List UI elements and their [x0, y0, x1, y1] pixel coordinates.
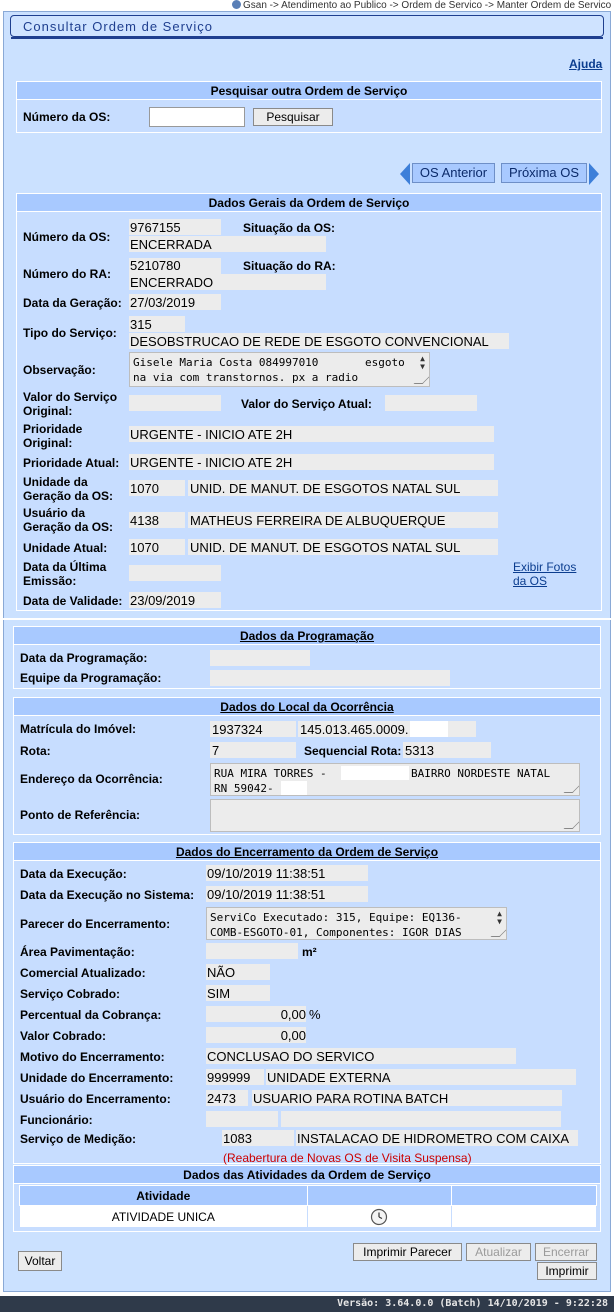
validade-label: Data de Validade:	[23, 594, 123, 608]
imprimir-button[interactable]: Imprimir	[537, 1262, 597, 1280]
seq-rota-label: Sequencial Rota:	[304, 744, 402, 758]
usuario-geracao-label: Usuário da Geração da OS:	[23, 506, 114, 534]
programacao-equipe-box	[210, 670, 450, 686]
imprimir-parecer-button[interactable]: Imprimir Parecer	[353, 1243, 462, 1261]
funcionario-label: Funcionário:	[20, 1113, 93, 1127]
valor-atual-label: Valor do Serviço Atual:	[241, 397, 372, 411]
numero-os-label: Número da OS:	[23, 230, 111, 244]
area-unit: m²	[302, 945, 317, 959]
usuario-enc-cod: 2473	[207, 1091, 236, 1106]
atualizar-button[interactable]: Atualizar	[466, 1243, 531, 1261]
usuario-geracao-cod: 4138	[130, 513, 159, 528]
empty-cell	[452, 1206, 597, 1228]
area-label: Área Pavimentação:	[20, 945, 135, 959]
percentual-label: Percentual da Cobrança:	[20, 1008, 162, 1022]
resize-grip-icon[interactable]	[564, 784, 581, 793]
prev-arrow-icon[interactable]	[400, 163, 410, 185]
inscricao-value: 145.013.465.0009.	[300, 722, 409, 737]
percent-sign: %	[309, 1007, 321, 1022]
next-os-button[interactable]: Próxima OS	[501, 163, 587, 183]
percentual-value: 0,00	[280, 1007, 306, 1022]
parecer-line1: ServiCo Executado: 315, Equipe: EQ136-	[210, 911, 462, 924]
valor-cobrado-label: Valor Cobrado:	[20, 1029, 107, 1043]
endereco-line2: RN 59042-	[214, 782, 274, 795]
usuario-geracao-desc: MATHEUS FERREIRA DE ALBUQUERQUE	[190, 513, 446, 528]
ultima-emissao-label: Data da Última Emissão:	[23, 560, 107, 588]
local-header: Dados do Local da Ocorrência	[14, 698, 600, 716]
valor-original-box	[129, 395, 221, 411]
tipo-servico-desc: DESOBSTRUCAO DE REDE DE ESGOTO CONVENCIONAL	[130, 334, 489, 349]
referencia-label: Ponto de Referência:	[20, 808, 141, 822]
rota-value: 7	[212, 743, 220, 758]
numero-os-value: 9767155	[130, 220, 181, 235]
medicao-cod: 1083	[223, 1131, 252, 1146]
os-number-input[interactable]	[149, 107, 245, 127]
table-header-row	[20, 1186, 597, 1206]
resize-grip-icon[interactable]	[414, 375, 431, 384]
programacao-data-label: Data da Programação:	[20, 651, 148, 665]
programacao-equipe-label: Equipe da Programação:	[20, 671, 162, 685]
observacao-line1b: esgoto	[365, 356, 405, 369]
reabertura-note: (Reabertura de Novas OS de Visita Suspensa)	[223, 1151, 472, 1165]
search-panel-header: Pesquisar outra Ordem de Serviço	[17, 82, 601, 100]
ultima-emissao-box	[129, 565, 221, 581]
resize-grip-icon[interactable]	[564, 820, 581, 829]
funcionario-cod-box	[206, 1111, 278, 1127]
search-button[interactable]: Pesquisar	[253, 108, 333, 126]
unidade-geracao-cod: 1070	[130, 481, 159, 496]
prioridade-atual-value: URGENTE - INICIO ATE 2H	[130, 455, 293, 470]
unidade-geracao-label: Unidade da Geração da OS:	[23, 475, 114, 503]
numero-ra-value: 5210780	[130, 258, 181, 273]
data-exec-sis-label: Data da Execução no Sistema:	[20, 888, 195, 902]
unidade-enc-label: Unidade do Encerramento:	[20, 1071, 174, 1085]
situacao-os-label: Situação da OS:	[243, 221, 336, 235]
funcionario-desc-box	[281, 1111, 561, 1127]
area-box	[206, 943, 298, 959]
tipo-servico-label: Tipo do Serviço:	[23, 326, 117, 340]
situacao-ra-label: Situação do RA:	[243, 259, 336, 273]
atividades-header: Dados das Atividades da Ordem de Serviço	[14, 1166, 600, 1184]
usuario-enc-label: Usuário do Encerramento:	[20, 1092, 171, 1106]
situacao-ra-value: ENCERRADO	[130, 275, 214, 290]
encerrar-button[interactable]: Encerrar	[535, 1243, 597, 1261]
version-footer: Versão: 3.64.0.0 (Batch) 14/10/2019 - 9:22:28	[0, 1296, 614, 1312]
unidade-geracao-desc: UNID. DE MANUT. DE ESGOTOS NATAL SUL	[190, 481, 461, 496]
cobrado-label: Serviço Cobrado:	[20, 987, 121, 1001]
data-exec-label: Data da Execução:	[20, 867, 127, 881]
col-blank	[452, 1186, 597, 1206]
col-blank	[307, 1186, 452, 1206]
endereco-line1b: BAIRRO NORDESTE NATAL	[411, 767, 551, 780]
usuario-enc-desc: USUARIO PARA ROTINA BATCH	[253, 1091, 449, 1106]
exibir-fotos-link[interactable]: Exibir Fotos da OS	[513, 560, 577, 588]
unidade-enc-desc: UNIDADE EXTERNA	[267, 1070, 391, 1085]
unidade-enc-cod: 999999	[207, 1070, 251, 1085]
prioridade-original-label: Prioridade Original:	[23, 422, 83, 450]
data-geracao-value: 27/03/2019	[130, 295, 196, 310]
numero-ra-label: Número do RA:	[23, 267, 111, 281]
clock-icon[interactable]	[370, 1208, 388, 1226]
medicao-desc: INSTALACAO DE HIDROMETRO COM CAIXA	[297, 1131, 570, 1146]
data-exec-sis-value: 09/10/2019 11:38:51	[207, 887, 326, 902]
os-number-label: Número da OS:	[23, 110, 111, 124]
unidade-atual-desc: UNID. DE MANUT. DE ESGOTOS NATAL SUL	[190, 540, 461, 555]
endereco-label: Endereço da Ocorrência:	[20, 772, 163, 786]
cobrado-value: SIM	[207, 986, 231, 1001]
general-data-header: Dados Gerais da Ordem de Serviço	[17, 194, 601, 212]
programacao-data-box	[210, 650, 310, 666]
motivo-value: CONCLUSAO DO SERVICO	[207, 1049, 375, 1064]
rota-box	[210, 742, 296, 758]
redacted-block	[341, 766, 409, 780]
observacao-line1: Gisele Maria Costa 084997010	[133, 356, 319, 369]
prev-os-button[interactable]: OS Anterior	[412, 163, 495, 183]
situacao-os-value: ENCERRADA	[130, 237, 212, 252]
col-atividade: Atividade	[20, 1186, 308, 1206]
prioridade-original-value: URGENTE - INICIO ATE 2H	[130, 427, 293, 442]
rota-label: Rota:	[20, 744, 51, 758]
voltar-button[interactable]: Voltar	[18, 1251, 62, 1271]
parecer-textarea[interactable]	[206, 907, 507, 940]
clock-cell[interactable]	[307, 1206, 452, 1228]
data-exec-value: 09/10/2019 11:38:51	[207, 866, 326, 881]
unidade-atual-cod: 1070	[130, 540, 159, 555]
atividades-table	[19, 1185, 597, 1228]
matricula-label: Matrícula do Imóvel:	[20, 722, 137, 736]
atividade-cell: ATIVIDADE UNICA	[20, 1206, 308, 1228]
scroll-arrows-icon[interactable]: ▲ ▼	[420, 354, 425, 371]
validade-value: 23/09/2019	[130, 593, 196, 608]
section-divider	[3, 618, 611, 620]
unidade-atual-label: Unidade Atual:	[23, 541, 108, 555]
parecer-line2: COMB-ESGOTO-01, Componentes: IGOR DIAS	[210, 926, 462, 939]
page-title: Consultar Ordem de Serviço	[10, 15, 604, 37]
endereco-textarea[interactable]	[210, 763, 580, 796]
globe-icon	[232, 0, 241, 9]
redacted-block	[410, 721, 448, 737]
encerramento-header: Dados do Encerramento da Ordem de Serviço	[14, 843, 600, 861]
help-link[interactable]: Ajuda	[569, 57, 603, 71]
medicao-label: Serviço de Medição:	[20, 1132, 137, 1146]
observacao-label: Observação:	[23, 363, 96, 377]
matricula-value: 1937324	[212, 722, 263, 737]
resize-grip-icon[interactable]	[491, 928, 508, 937]
tipo-servico-cod: 315	[130, 317, 152, 332]
table-row	[20, 1206, 597, 1228]
valor-cobrado-value: 0,00	[280, 1028, 306, 1043]
scroll-arrows-icon[interactable]: ▲ ▼	[497, 909, 502, 926]
prioridade-atual-label: Prioridade Atual:	[23, 456, 120, 470]
parecer-label: Parecer do Encerramento:	[20, 917, 171, 931]
valor-original-label: Valor do Serviço Original:	[23, 390, 118, 418]
breadcrumb: Gsan -> Atendimento ao Publico -> Ordem de Servico -> Manter Ordem de Servico	[232, 0, 611, 11]
seq-rota-value: 5313	[405, 743, 434, 758]
observacao-textarea[interactable]	[129, 352, 430, 387]
next-arrow-icon[interactable]	[589, 163, 599, 185]
referencia-textarea[interactable]	[210, 799, 580, 832]
comercial-label: Comercial Atualizado:	[20, 966, 146, 980]
data-geracao-label: Data da Geração:	[23, 296, 122, 310]
valor-atual-box	[385, 395, 477, 411]
endereco-line1a: RUA MIRA TORRES -	[214, 767, 327, 780]
programacao-header: Dados da Programação	[14, 627, 600, 645]
observacao-line2: na via com transtornos. px a radio	[133, 371, 359, 384]
motivo-label: Motivo do Encerramento:	[20, 1050, 165, 1064]
comercial-value: NÃO	[207, 965, 236, 980]
redacted-block	[281, 781, 307, 795]
search-panel	[16, 81, 602, 133]
